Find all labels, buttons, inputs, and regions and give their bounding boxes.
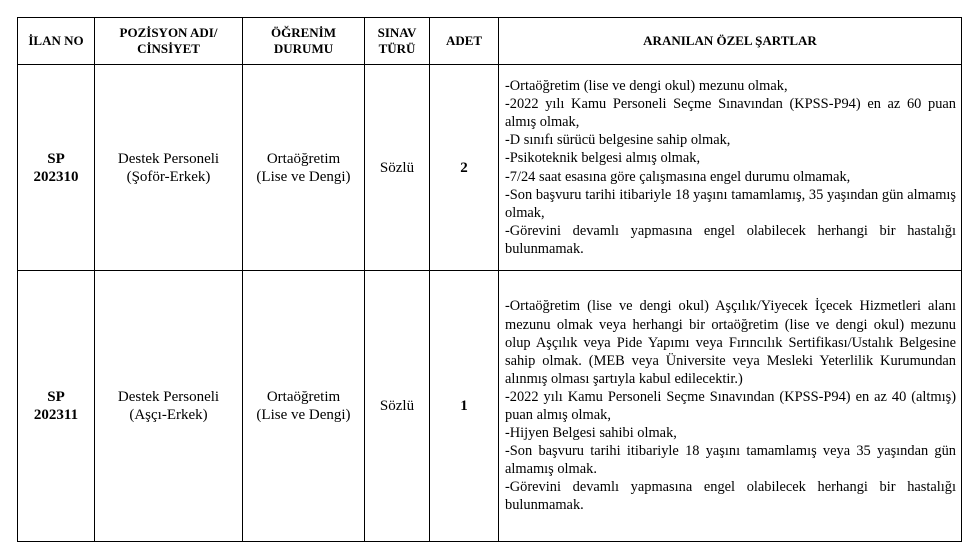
- pozisyon-line2: (Şoför-Erkek): [126, 168, 211, 185]
- sinav-value: Sözlü: [379, 159, 415, 176]
- ilan-no-line2: 202310: [33, 168, 79, 185]
- ilan-no-line2: 202311: [33, 407, 79, 423]
- requirement-item: -2022 yılı Kamu Personeli Seçme Sınavından (KPSS-P94) en az 60 puan almış olmak,: [505, 96, 956, 131]
- header-sartlar-label: ARANILAN ÖZEL ŞARTLAR: [643, 33, 817, 48]
- header-adet-label: ADET: [445, 33, 483, 48]
- requirement-item: -2022 yılı Kamu Personeli Seçme Sınavından (KPSS-P94) en az 40 (altmış) puan almış olmak,: [505, 388, 956, 423]
- table-body: [18, 65, 962, 542]
- requirement-item: -7/24 saat esasına göre çalışmasına engel durumu olmamak,: [505, 168, 851, 185]
- header-row: [18, 18, 962, 65]
- requirement-item: -Son başvuru tarihi itibariyle 18 yaşını tamamlamış veya 35 yaşından gün almamış olmak.: [505, 443, 956, 478]
- header-ilan-no-label: İLAN NO: [28, 33, 84, 48]
- ilan-no-line1: SP: [47, 150, 65, 167]
- cell-requirements: [499, 271, 962, 542]
- job-listing-table: [17, 17, 962, 542]
- cell-requirements: [499, 65, 962, 271]
- requirement-item: -D sınıfı sürücü belgesine sahip olmak,: [505, 132, 731, 149]
- header-pozisyon: [95, 18, 243, 65]
- header-ogrenim-line2: DURUMU: [273, 41, 334, 56]
- header-sartlar: [499, 18, 962, 65]
- header-ilan-no: [18, 18, 95, 65]
- ogrenim-line1: Ortaöğretim: [266, 389, 341, 405]
- cell-adet: [430, 271, 499, 542]
- cell-ilan-no: [18, 65, 95, 271]
- cell-sinav: [365, 271, 430, 542]
- adet-value: 1: [460, 398, 468, 414]
- cell-ogrenim: [243, 65, 365, 271]
- header-sinav-line1: SINAV: [377, 25, 417, 40]
- cell-sinav: [365, 65, 430, 271]
- header-ogrenim-line1: ÖĞRENİM: [271, 25, 336, 40]
- table-row: [18, 65, 962, 271]
- requirement-item: -Ortaöğretim (lise ve dengi okul) Aşçılık/Yiyecek İçecek Hizmetleri alanı mezunu olmak veya herhangi bir ortaöğretim (lise ve dengi okul) mezunu olup Aşçılık veya Pide Yapımı veya Fırıncılık Sertifikası/Ustalık Belgesine sahip olmak. (MEB veya Üniversite veya Mesleki Yeterlilik Kurumundan alınmış olması şartıyla kabul edilecektir.): [505, 298, 956, 387]
- pozisyon-line2: (Aşçı-Erkek): [129, 407, 208, 423]
- header-pozisyon-line2: CİNSİYET: [137, 41, 200, 56]
- requirement-item: -Hijyen Belgesi sahibi olmak,: [505, 425, 677, 442]
- pozisyon-line1: Destek Personeli: [117, 150, 220, 167]
- cell-ogrenim: [243, 271, 365, 542]
- requirement-item: -Ortaöğretim (lise ve dengi okul) mezunu olmak,: [505, 78, 788, 95]
- requirement-item: -Son başvuru tarihi itibariyle 18 yaşını tamamlamış, 35 yaşından gün almamış olmak,: [505, 186, 956, 221]
- ogrenim-line2: (Lise ve Dengi): [256, 407, 351, 423]
- adet-value: 2: [460, 159, 468, 176]
- pozisyon-line1: Destek Personeli: [117, 389, 220, 405]
- header-pozisyon-line1: POZİSYON ADI/: [119, 25, 218, 40]
- table-header: [18, 18, 962, 65]
- header-sinav-line2: TÜRÜ: [378, 41, 416, 56]
- table-row: [18, 271, 962, 542]
- requirement-item: -Psikoteknik belgesi almış olmak,: [505, 150, 701, 167]
- header-ogrenim: [243, 18, 365, 65]
- ogrenim-line1: Ortaöğretim: [266, 150, 341, 167]
- header-sinav: [365, 18, 430, 65]
- cell-ilan-no: [18, 271, 95, 542]
- sinav-value: Sözlü: [379, 398, 415, 414]
- cell-pozisyon: [95, 271, 243, 542]
- ilan-no-line1: SP: [47, 389, 65, 405]
- cell-adet: [430, 65, 499, 271]
- header-adet: [430, 18, 499, 65]
- requirement-item: -Görevini devamlı yapmasına engel olabilecek herhangi bir hastalığı bulunmamak.: [505, 222, 956, 257]
- cell-pozisyon: [95, 65, 243, 271]
- ogrenim-line2: (Lise ve Dengi): [256, 168, 351, 185]
- requirement-item: -Görevini devamlı yapmasına engel olabilecek herhangi bir hastalığı bulunmamak.: [505, 479, 956, 514]
